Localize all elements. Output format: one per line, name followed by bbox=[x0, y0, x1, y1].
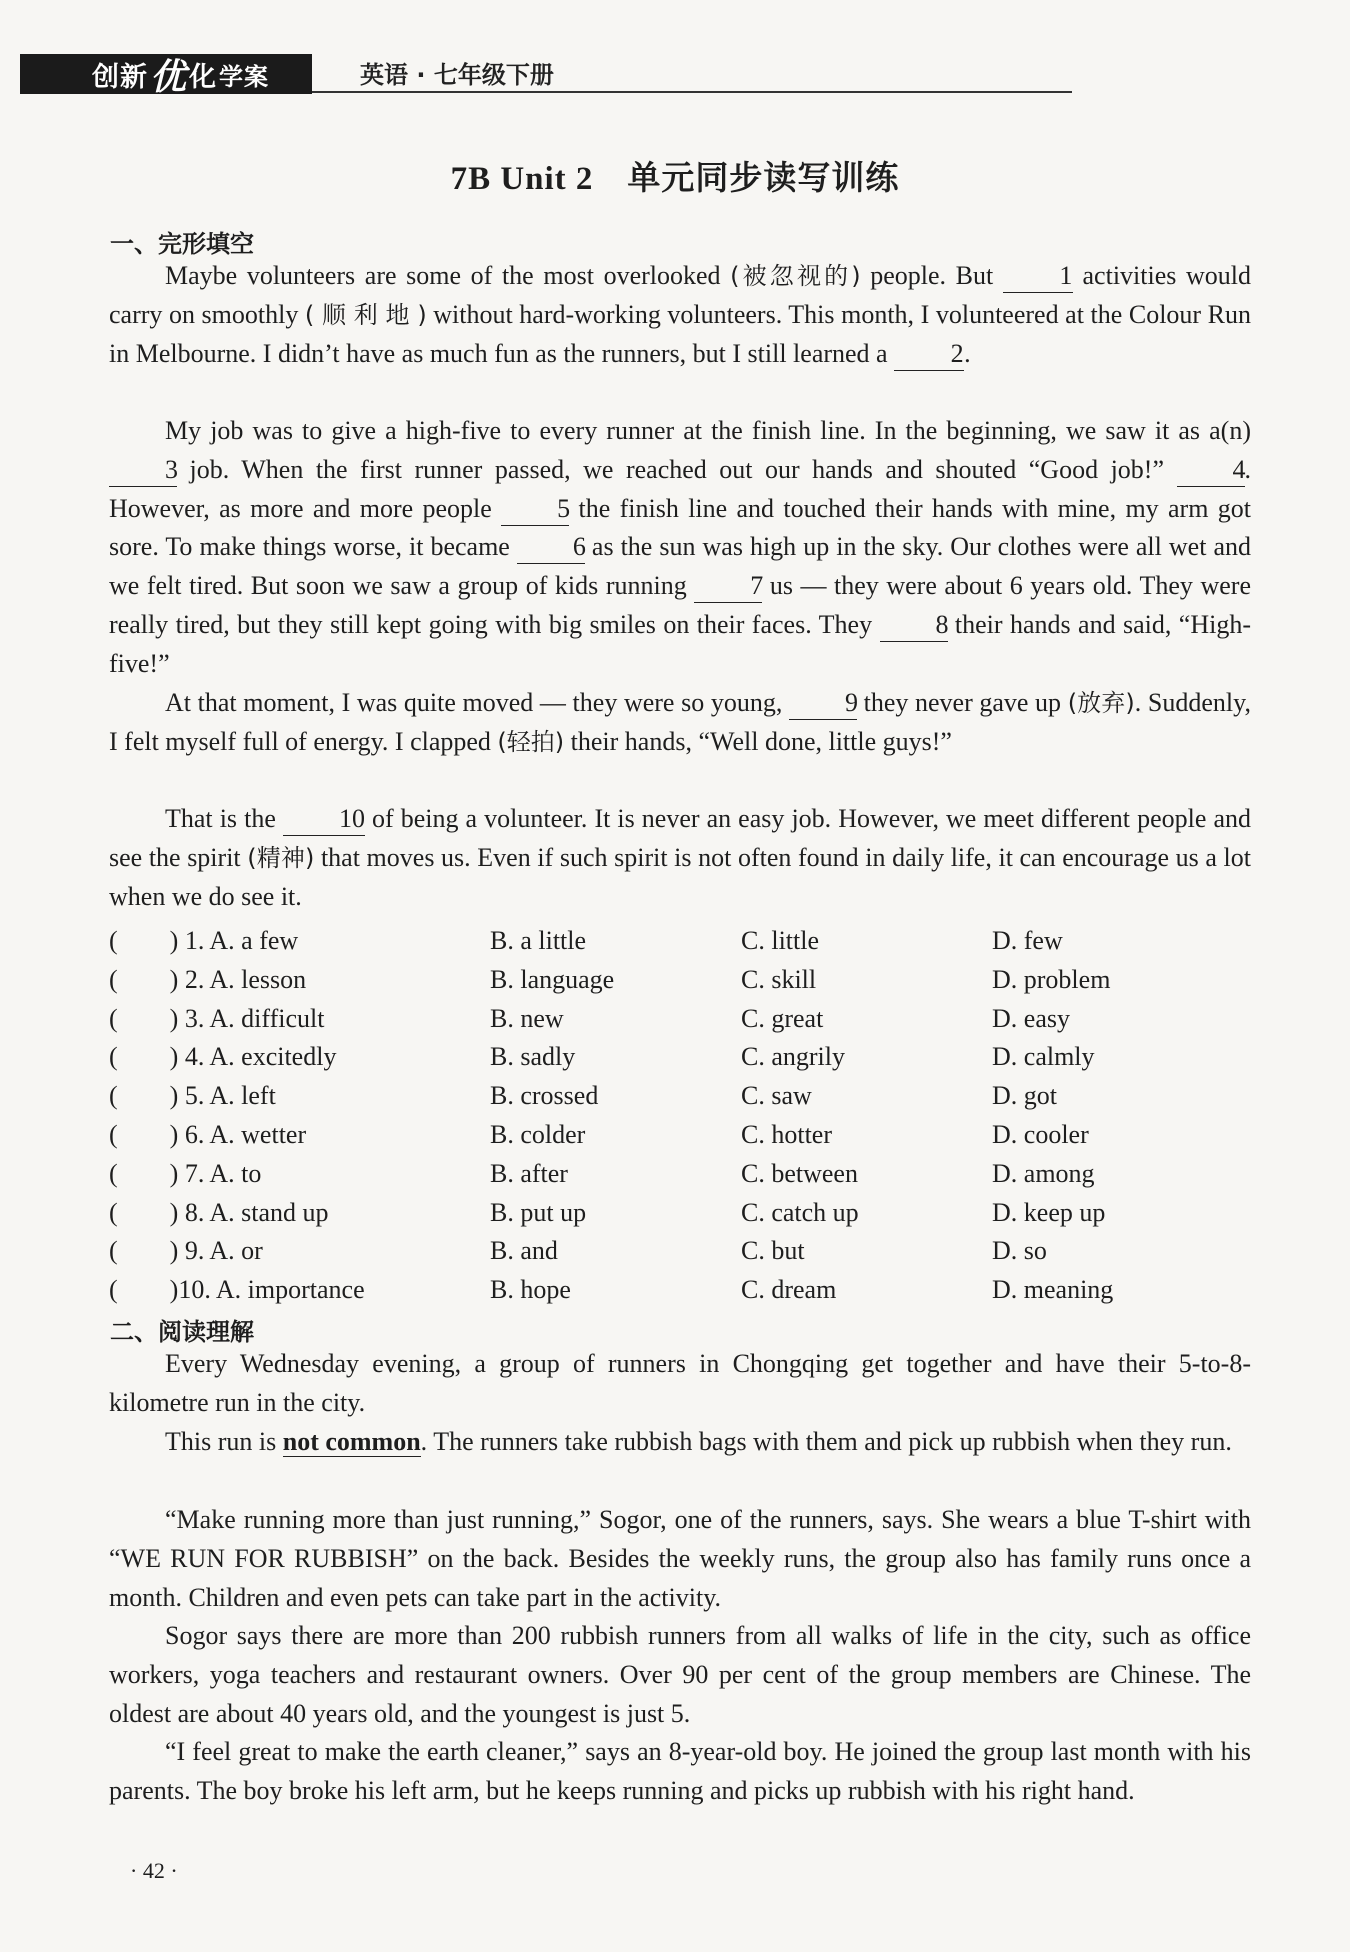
logo-text-d: 学案 bbox=[219, 62, 270, 91]
option-b[interactable]: B. language bbox=[490, 964, 615, 994]
option-a[interactable]: ( ) 8. A. stand up bbox=[109, 1197, 329, 1227]
option-c[interactable]: C. angrily bbox=[741, 1042, 845, 1072]
chinese-gloss: (精神) bbox=[247, 843, 315, 872]
page-title: 7B Unit 2 单元同步读写训练 bbox=[450, 161, 900, 197]
text-run: That is the bbox=[165, 804, 283, 833]
reading-paragraph-1: Every Wednesday evening, a group of runners in Chongqing get together and have their 5-to-8-kilometre run in the city. bbox=[109, 1349, 1251, 1417]
option-c[interactable]: C. dream bbox=[741, 1275, 837, 1305]
text-run: they never gave up bbox=[856, 688, 1068, 717]
reading-paragraph-4: Sogor says there are more than 200 rubbish runners from all walks of life in the city, such as office workers, yoga teachers and restaurant owners. Over 90 per cent of the group members are Chinese. The oldest are about 40 years old, and the youngest is just 5. bbox=[109, 1621, 1251, 1728]
option-d[interactable]: D. got bbox=[992, 1081, 1057, 1111]
text-run: that moves us. Even if such spirit is not often found in daily life, it can encourage us a lot when we do see it. bbox=[109, 842, 1251, 911]
option-a[interactable]: ( ) 7. A. to bbox=[109, 1158, 262, 1188]
reading-paragraph-5: “I feel great to make the earth cleaner,” says an 8-year-old boy. He joined the group last month with his parents. The boy broke his left arm, but he keeps running and picks up rubbish with his right hand. bbox=[109, 1737, 1251, 1805]
option-a[interactable]: ( ) 6. A. wetter bbox=[109, 1119, 307, 1149]
cloze-options bbox=[109, 922, 1251, 1310]
text-run: the finish line and touched their hands with mine, my arm got sore. To make things worse, it became bbox=[109, 493, 1251, 562]
text-run: their hands and said, “High-five!” bbox=[109, 609, 1251, 678]
option-a[interactable]: ( ) 5. A. left bbox=[109, 1081, 276, 1111]
chinese-gloss: (轻拍) bbox=[497, 727, 565, 756]
text-run: activities would carry on smoothly bbox=[109, 261, 1252, 329]
option-b[interactable]: B. and bbox=[490, 1236, 558, 1266]
option-d[interactable]: D. problem bbox=[992, 964, 1111, 994]
text-run: . Suddenly, I felt myself full of energy. I clapped bbox=[109, 688, 1251, 756]
option-row bbox=[109, 1232, 1251, 1271]
option-c[interactable]: C. skill bbox=[741, 964, 817, 994]
chinese-gloss: ( 顺 利 地 ) bbox=[304, 300, 427, 329]
header-divider bbox=[312, 91, 1072, 93]
option-a[interactable]: ( ) 4. A. excitedly bbox=[109, 1042, 337, 1072]
option-d[interactable]: D. meaning bbox=[992, 1275, 1114, 1305]
option-d[interactable]: D. few bbox=[992, 926, 1063, 955]
option-row bbox=[109, 1116, 1251, 1155]
reading-paragraph-3: “Make running more than just running,” Sogor, one of the runners, says. She wears a blue T-shirt with “WE RUN FOR RUBBISH” on the back. Besides the weekly runs, the group also has family runs once a month. Children and even pets can take part in the activity. bbox=[109, 1505, 1251, 1612]
option-c[interactable]: C. but bbox=[741, 1236, 805, 1266]
cloze-paragraph-3 bbox=[109, 684, 1251, 762]
blank-2[interactable]: 2 bbox=[894, 340, 964, 371]
option-row bbox=[109, 922, 1251, 961]
text-run: At that moment, I was quite moved — they were so young, bbox=[165, 688, 789, 717]
option-b[interactable]: B. hope bbox=[490, 1275, 571, 1305]
underlined-phrase: not common bbox=[282, 1427, 421, 1456]
option-c[interactable]: C. great bbox=[741, 1003, 824, 1033]
chinese-gloss: (被忽视的) bbox=[730, 262, 861, 290]
option-a[interactable]: ( )10. A. importance bbox=[109, 1275, 365, 1305]
option-row bbox=[109, 1077, 1251, 1116]
option-row bbox=[109, 1271, 1251, 1310]
option-a[interactable]: ( ) 9. A. or bbox=[109, 1236, 263, 1266]
option-row bbox=[109, 1038, 1251, 1077]
option-c[interactable]: C. hotter bbox=[741, 1119, 832, 1149]
logo-text-c: 化 bbox=[189, 61, 218, 93]
option-d[interactable]: D. easy bbox=[992, 1003, 1070, 1033]
page-number: · 42 · bbox=[130, 1858, 178, 1883]
option-b[interactable]: B. after bbox=[490, 1158, 568, 1188]
option-b[interactable]: B. put up bbox=[490, 1197, 587, 1227]
blank-1[interactable]: 1 bbox=[1003, 262, 1073, 293]
text-run: us — they were about 6 years old. They were really tired, but they still kept going with big smiles on their faces. They bbox=[109, 571, 1251, 639]
option-row bbox=[109, 1000, 1251, 1039]
option-c[interactable]: C. little bbox=[741, 926, 819, 955]
option-d[interactable]: D. so bbox=[992, 1236, 1047, 1266]
option-b[interactable]: B. crossed bbox=[490, 1081, 599, 1111]
blank-8[interactable]: 8 bbox=[880, 611, 948, 642]
option-d[interactable]: D. keep up bbox=[992, 1197, 1106, 1227]
logo-text-b: 优 bbox=[150, 56, 188, 98]
blank-6[interactable]: 6 bbox=[517, 533, 585, 564]
subject-label: 英语 · 七年级下册 bbox=[360, 61, 554, 89]
text-run: people. But bbox=[860, 261, 1003, 290]
option-b[interactable]: B. a little bbox=[490, 926, 587, 955]
cloze-paragraph-1 bbox=[109, 257, 1251, 373]
option-c[interactable]: C. catch up bbox=[741, 1197, 859, 1227]
text-run: . However, as more and more people bbox=[109, 454, 1251, 523]
reading-paragraph-2 bbox=[109, 1423, 1251, 1462]
option-row bbox=[109, 1155, 1251, 1194]
option-row bbox=[109, 1194, 1251, 1233]
text-run: My job was to give a high-five to every runner at the finish line. In the beginning, we saw it as a(n) bbox=[165, 416, 1251, 445]
option-c[interactable]: C. saw bbox=[741, 1081, 812, 1111]
logo-text-a: 创新 bbox=[92, 61, 148, 93]
cloze-paragraph-4 bbox=[109, 800, 1251, 916]
text-run: job. When the first runner passed, we reached out our hands and shouted “Good job!” bbox=[177, 454, 1177, 484]
text-run: This run is bbox=[165, 1427, 283, 1456]
option-d[interactable]: D. among bbox=[992, 1158, 1095, 1188]
option-c[interactable]: C. between bbox=[741, 1158, 858, 1188]
option-d[interactable]: D. calmly bbox=[992, 1042, 1095, 1072]
blank-3[interactable]: 3 bbox=[109, 456, 177, 487]
text-run: their hands, “Well done, little guys!” bbox=[564, 726, 952, 756]
text-run: without hard-working volunteers. This month, I volunteered at the Colour Run in Melbourne. I didn’t have as much fun as the runners, but I still learned a bbox=[109, 299, 1251, 368]
text-run: of being a volunteer. It is never an easy job. However, we meet different people and see the spirit bbox=[109, 804, 1251, 872]
text-run: . The runners take rubbish bags with them and pick up rubbish when they run. bbox=[420, 1427, 1232, 1456]
blank-7[interactable]: 7 bbox=[694, 572, 762, 603]
option-b[interactable]: B. new bbox=[490, 1003, 564, 1033]
option-a[interactable]: ( ) 3. A. difficult bbox=[109, 1003, 325, 1033]
text-run: Maybe volunteers are some of the most overlooked bbox=[165, 261, 731, 290]
option-a[interactable]: ( ) 2. A. lesson bbox=[109, 964, 307, 994]
blank-10[interactable]: 10 bbox=[283, 805, 365, 836]
blank-5[interactable]: 5 bbox=[501, 495, 569, 526]
option-d[interactable]: D. cooler bbox=[992, 1119, 1089, 1149]
option-b[interactable]: B. sadly bbox=[490, 1042, 576, 1072]
chinese-gloss: (放弃) bbox=[1067, 689, 1135, 717]
blank-4[interactable]: 4 bbox=[1177, 456, 1245, 487]
option-a[interactable]: ( ) 1. A. a few bbox=[109, 926, 299, 955]
cloze-paragraph-2 bbox=[109, 412, 1251, 684]
blank-9[interactable]: 9 bbox=[789, 689, 857, 720]
section-heading-reading: 二、阅读理解 bbox=[110, 1318, 254, 1346]
text-run: . bbox=[964, 338, 971, 368]
section-heading-cloze: 一、完形填空 bbox=[110, 230, 254, 258]
option-b[interactable]: B. colder bbox=[490, 1119, 586, 1149]
series-logo bbox=[20, 54, 312, 98]
text-run: as the sun was high up in the sky. Our clothes were all wet and we felt tired. But soon we saw a group of kids running bbox=[109, 532, 1251, 601]
option-row bbox=[109, 961, 1251, 1000]
